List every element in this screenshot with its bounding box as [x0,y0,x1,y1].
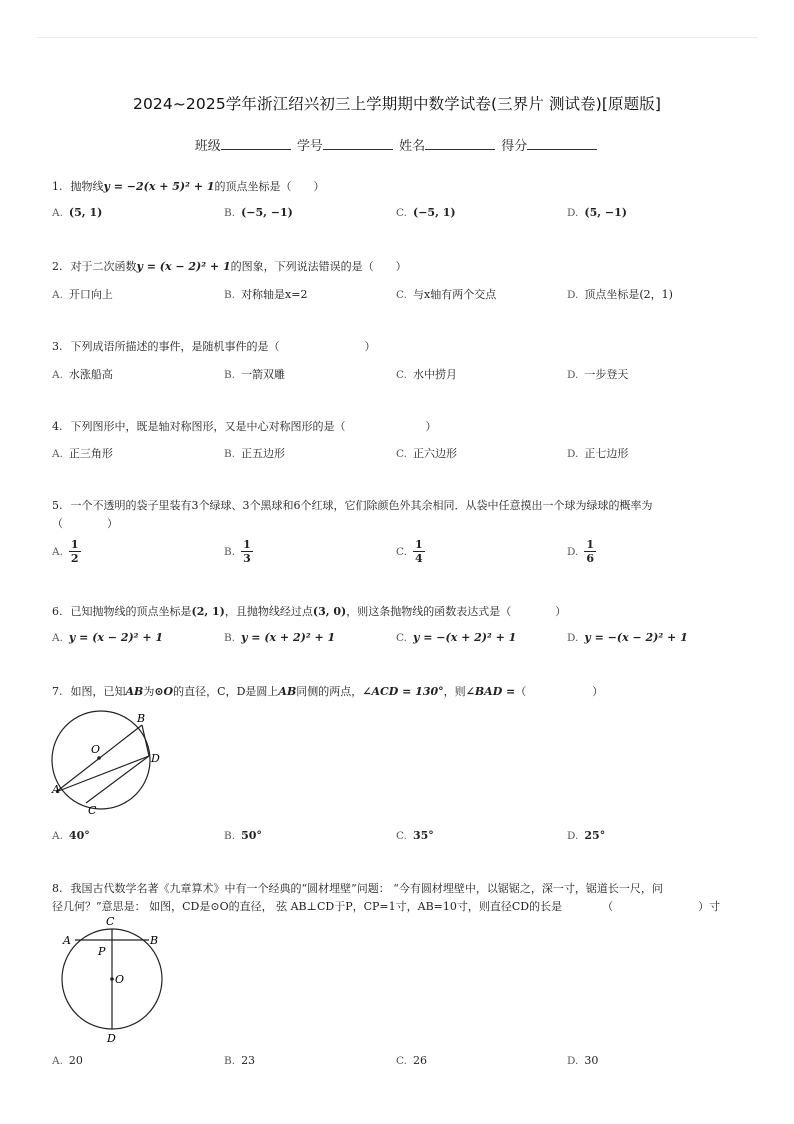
question-text: 下列成语所描述的事件，是随机事件的是（ [70,340,280,353]
question-3 [52,338,742,356]
chord-bd [142,725,149,756]
option-letter: D. [567,545,579,558]
question-text: 下列图形中，既是轴对称图形，又是中心对称图形的是（ [70,420,346,433]
option-text: 正六边形 [413,447,457,460]
formula: (3, 0) [312,605,347,618]
denominator: 4 [415,552,423,565]
option-letter: B. [224,545,236,558]
option-text: (−5, −1) [241,206,293,219]
option-text: 正五边形 [241,447,286,460]
option-a[interactable] [52,286,113,302]
option-a[interactable] [52,366,113,382]
option-letter: B. [224,1055,236,1067]
page-top-rule [36,37,758,38]
question-text: 的图象，下列说法错误的是（ ） [230,260,407,273]
option-letter: C. [396,830,407,842]
formula: y = (x − 2)² + 1 [136,260,231,273]
label-o: O [91,743,101,756]
option-letter: A. [52,207,63,219]
question-text: ，且抛物线经过点 [224,605,313,618]
label-a: A [63,934,71,947]
option-text: 一步登天 [584,368,629,381]
question-number: 3. [52,340,63,353]
question-text: 的顶点坐标是（ ） [214,180,325,193]
question-text: 抛物线 [70,180,104,193]
center-point [97,756,101,760]
question-6 [52,603,742,621]
option-text: 40° [68,829,90,842]
option-d[interactable] [567,366,628,382]
option-letter: D. [567,830,579,842]
question-text: 我国古代数学名著《九章算术》中有一个经典的“圆材埋壁”问题： “今有圆材埋壁中，以锯锯之，深一寸，锯道长一尺，问 [70,882,663,895]
label-c: C [88,804,97,817]
option-letter: D. [567,207,579,219]
option-a[interactable] [52,631,163,644]
label-b: B [150,934,159,947]
option-text: 一箭双雕 [241,368,286,381]
label-a: A [52,783,60,796]
circle-o [52,711,150,809]
option-b[interactable] [224,829,262,842]
option-c[interactable] [396,631,516,644]
option-b[interactable] [224,445,285,461]
option-b[interactable] [224,631,335,644]
question-text: （ [602,900,614,913]
option-text: 正三角形 [68,447,113,460]
question-3-stem [52,338,742,356]
formula: ⊙O [154,685,174,698]
option-a[interactable] [52,538,81,565]
question-5 [52,497,742,533]
option-letter: C. [396,632,407,644]
label-d: D [151,752,160,765]
option-text: 正七边形 [584,447,629,460]
option-letter: A. [52,632,63,644]
option-text: 23 [241,1054,256,1067]
fraction [413,538,425,565]
option-letter: B. [224,448,236,460]
numerator: 1 [243,538,251,551]
chord-cd [86,756,149,803]
option-text: 30 [584,1054,599,1067]
option-letter: A. [52,830,63,842]
option-letter: D. [567,289,579,301]
option-a[interactable] [52,206,102,219]
option-letter: C. [396,289,407,301]
label-c: C [106,915,115,928]
option-c[interactable] [396,829,434,842]
option-d[interactable] [567,1054,598,1067]
formula: y = −2(x + 5)² + 1 [103,180,215,193]
option-letter: D. [567,369,579,381]
option-text: 35° [413,829,434,842]
option-b[interactable] [224,286,307,302]
question-text: ，则 [443,685,466,698]
question-text: 同侧的两点， [296,685,363,698]
question-text: 已知抛物线的顶点坐标是 [70,605,192,618]
student-info-line [0,135,794,154]
question-1 [52,178,742,196]
id-blank[interactable] [323,137,393,150]
option-letter: A. [52,1055,63,1067]
option-c[interactable] [396,206,456,219]
option-letter: D. [567,448,579,460]
option-letter: A. [52,289,63,301]
question-text: 一个不透明的袋子里装有3个绿球、3个黑球和6个红球，它们除颜色外其余相同．从袋中任意摸出一个球为绿球的概率为 [70,499,653,512]
option-text: 26 [413,1054,427,1067]
question-8-stem [52,880,742,916]
option-a[interactable] [52,829,90,842]
option-text: 50° [241,829,262,842]
circle-diagram-q8 [56,912,176,1046]
question-1-stem [52,178,742,196]
score-blank[interactable] [527,137,597,150]
option-b[interactable] [224,1054,255,1067]
question-number: 5. [52,499,63,512]
option-text: 对称轴是x=2 [241,288,308,301]
option-letter: D. [567,632,579,644]
chord-ad [56,756,149,792]
option-letter: C. [396,1055,407,1067]
label-d: D [107,1032,116,1045]
option-c[interactable] [396,538,425,565]
page-title: 2024~2025学年浙江绍兴初三上学期期中数学试卷(三界片 测试卷)[原题版] [133,95,661,113]
option-d[interactable] [567,829,605,842]
question-number: 7. [52,685,63,698]
option-text: y = (x − 2)² + 1 [68,631,164,644]
center-point [110,977,114,981]
circle-diagram-q7 [46,710,176,820]
fraction [584,538,596,565]
option-text: 25° [584,829,606,842]
option-text: (5, −1) [584,206,627,219]
numerator: 1 [415,538,423,551]
label-b: B [137,712,146,725]
option-letter: B. [224,632,236,644]
option-text: y = (x + 2)² + 1 [241,631,336,644]
question-text: 为 [143,685,155,698]
numerator: 1 [586,538,595,551]
score-label: 得分 [501,139,528,154]
question-text: ，则这条抛物线的函数表达式是（ ） [346,605,567,618]
option-d[interactable] [567,286,673,302]
option-letter: C. [396,369,407,381]
question-7 [52,683,742,701]
option-d[interactable] [567,445,628,461]
formula: AB [278,685,297,698]
formula: AB [125,685,144,698]
question-number: 6. [52,605,63,618]
option-b[interactable] [224,366,285,382]
option-letter: C. [396,545,407,558]
question-number: 2. [52,260,63,273]
option-text: 开口向上 [68,288,113,301]
option-text: 水中捞月 [413,368,457,381]
option-letter: C. [396,207,407,219]
option-letter: C. [396,448,407,460]
denominator: 6 [586,552,595,565]
option-c[interactable] [396,445,457,461]
class-label: 班级 [194,139,221,154]
option-letter: D. [567,1055,579,1067]
option-letter: B. [224,369,236,381]
question-text: （ ） [515,685,604,698]
option-text: y = −(x + 2)² + 1 [413,631,517,644]
option-d[interactable] [567,631,688,644]
fraction [69,538,81,565]
question-text: ） [364,340,376,353]
question-4 [52,418,742,436]
id-label: 学号 [296,139,323,154]
question-text: （ ） [52,517,118,530]
question-5-stem [52,497,742,533]
option-d[interactable] [567,206,627,219]
option-text: (5, 1) [68,206,103,219]
fraction [241,538,253,565]
name-label: 姓名 [399,139,426,154]
question-text: ） [425,420,437,433]
question-text: 如图，已知 [70,685,126,698]
formula: ∠BAD = [465,685,516,698]
option-letter: B. [224,207,236,219]
option-c[interactable] [396,1054,427,1067]
question-number: 1. [52,180,63,193]
denominator: 2 [70,552,79,565]
option-text: (−5, 1) [413,206,456,219]
formula: ∠ACD = 130° [362,685,444,698]
option-b[interactable] [224,538,253,565]
question-text: 径几何？”意思是： 如图，CD是⊙O的直径， 弦 AB⊥CD于P，CP=1寸，AB=10寸，则直径CD的长是 [52,900,563,913]
option-text: 水涨船高 [68,368,113,381]
option-letter: B. [224,289,236,301]
option-c[interactable] [396,366,457,382]
question-7-stem [52,683,742,701]
option-a[interactable] [52,1054,83,1067]
option-letter: A. [52,369,63,381]
question-number: 4. [52,420,63,433]
name-blank[interactable] [425,137,495,150]
question-8 [52,880,742,916]
option-text: 顶点坐标是(2，1) [584,288,673,301]
question-text: 对于二次函数 [70,260,137,273]
option-b[interactable] [224,206,293,219]
option-letter: B. [224,830,236,842]
option-text: 与x轴有两个交点 [413,288,497,301]
denominator: 3 [243,552,251,565]
numerator: 1 [70,538,79,551]
option-text: 20 [68,1054,83,1067]
option-d[interactable] [567,538,596,565]
label-p: P [98,945,106,958]
option-c[interactable] [396,286,496,302]
question-text: ）寸 [698,900,721,913]
question-2 [52,258,742,276]
option-letter: A. [52,448,63,460]
question-4-stem [52,418,742,436]
question-number: 8. [52,882,63,895]
formula: (2, 1) [191,605,225,618]
label-o: O [115,973,125,986]
question-2-stem [52,258,742,276]
option-text: y = −(x − 2)² + 1 [584,631,688,644]
question-text: 的直径，C，D是圆上 [173,685,279,698]
option-a[interactable] [52,445,113,461]
class-blank[interactable] [221,137,291,150]
question-6-stem [52,603,742,621]
option-letter: A. [52,545,63,558]
